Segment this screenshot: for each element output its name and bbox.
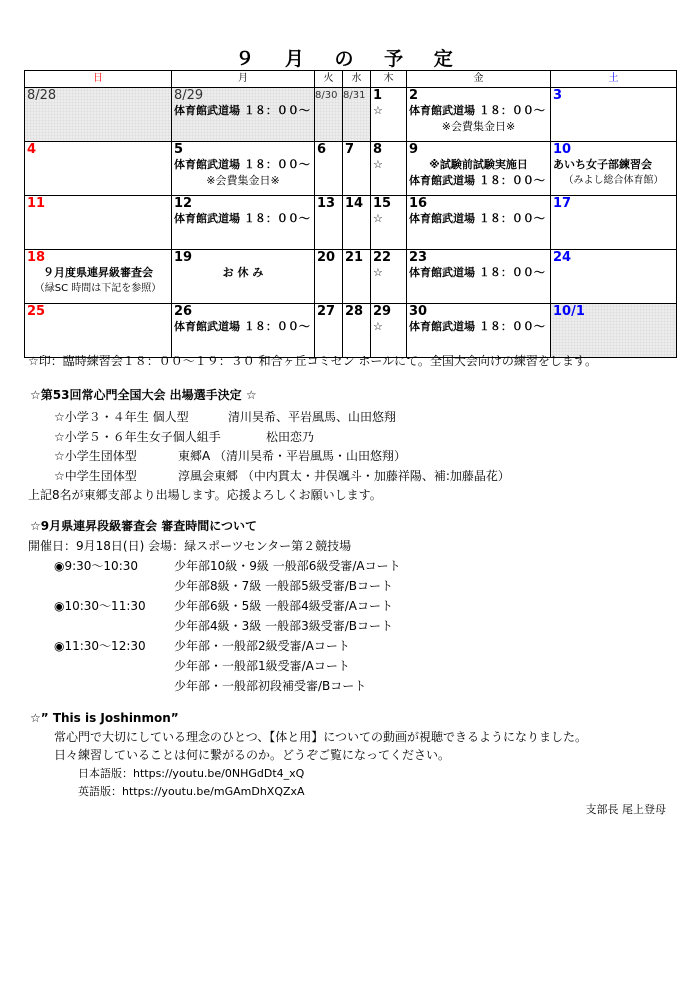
star-mark: ☆ [373,104,383,117]
day-number: 7 [345,142,355,157]
day-number: 30 [409,304,428,319]
event-text: ※会費集金日※ [441,120,516,133]
video-link-en[interactable]: 英語版：https://youtu.be/mGAmDhXQZxA [78,785,305,798]
day-number: 25 [27,304,46,319]
day-number: 5 [174,142,184,157]
day-number: 24 [553,250,572,265]
day-cell [315,196,343,250]
weekday-thu: 木 [371,71,407,88]
event-text: 体育館武道場 １８：００～ [174,212,310,225]
day-cell [315,88,343,142]
event-text: （みよし総合体育館） [563,175,664,186]
tournament-item-label: ☆中学生団体型 [54,469,137,483]
exam-slot-row: 少年部4級・3級 一般部3級受審/Bコート [174,619,393,633]
day-number: 3 [553,88,563,103]
day-number: 18 [27,250,46,265]
day-number: 19 [174,250,193,265]
day-cell [25,196,172,250]
event-text: （緑SC 時間は下記を参照） [34,283,162,294]
exam-slot-row: 少年部・一般部1級受審/Aコート [174,659,350,673]
event-text: 体育館武道場 １８：００～ [409,320,545,333]
day-number: 9 [409,142,419,157]
day-cell [407,196,551,250]
calendar-week [25,88,677,142]
day-number: 28 [345,304,364,319]
calendar-week [25,196,677,250]
video-body: 常心門で大切にしている理念のひとつ、【体と用】についての動画が視聴できるようになりました。 [54,730,588,744]
exam-slot-row: 少年部・一般部2級受審/Aコート [174,639,350,653]
event-text: ９月度県連昇級審査会 [43,266,153,279]
exam-slot-time: ◉10:30～11:30 [54,599,146,613]
day-number: 8 [373,142,383,157]
day-number: 14 [345,196,364,211]
day-number: 20 [317,250,336,265]
day-cell [371,250,407,304]
event-text: 体育館武道場 １８：００～ [409,212,545,225]
day-cell [371,88,407,142]
event-text: 体育館武道場 １８：００～ [409,174,545,187]
day-cell [25,304,172,358]
tournament-item-label: ☆小学３・４年生 個人型 [54,410,189,424]
calendar-note: ☆印：臨時練習会１８：００～１９：３０ 和合ヶ丘コミセン ホールにて。全国大会向けの練習をします。 [28,354,597,368]
day-cell [407,250,551,304]
weekday-sun: 日 [25,71,172,88]
day-cell [343,196,371,250]
calendar-week [25,142,677,196]
calendar-week [25,304,677,358]
day-cell [371,304,407,358]
weekday-header-row [25,71,677,88]
event-text: お 休 み [222,266,264,279]
day-cell [407,304,551,358]
tournament-heading: ☆第53回常心門全国大会 出場選手決定 ☆ [30,388,257,402]
tournament-closing: 上記8名が東郷支部より出場します。応援よろしくお願いします。 [28,488,382,502]
day-number: 8/31 [343,90,366,101]
tournament-item-names: 清川昊希、平岩風馬、山田悠翔 [228,410,397,424]
day-number: 6 [317,142,327,157]
day-number: 22 [373,250,392,265]
day-cell [315,304,343,358]
day-number: 13 [317,196,336,211]
exam-heading: ☆9月県連昇段級審査会 審査時間について [30,519,258,533]
event-text: 体育館武道場 １８：００～ [409,266,545,279]
day-number: 17 [553,196,572,211]
day-number: 21 [345,250,364,265]
page-title: ９ 月 の 予 定 [235,48,465,70]
exam-slot-time: ◉9:30～10:30 [54,559,139,573]
day-number: 8/29 [174,88,204,103]
day-number: 10 [553,142,572,157]
event-text: 体育館武道場 １８：００～ [409,104,545,117]
event-text: 体育館武道場 １８：００～ [174,320,310,333]
calendar-table [24,70,677,358]
day-number: 26 [174,304,193,319]
video-heading: ☆” This is Joshinmon” [30,711,179,725]
weekday-fri: 金 [407,71,551,88]
tournament-item-names: 松田恋乃 [266,430,315,444]
weekday-wed: 水 [343,71,371,88]
day-number: 23 [409,250,428,265]
day-cell [172,304,315,358]
day-cell [25,88,172,142]
video-link-jp[interactable]: 日本語版：https://youtu.be/0NHGdDt4_xQ [78,767,305,780]
exam-info: 開催日：9月18日(日) 会場：緑スポーツセンター第２競技場 [28,539,352,553]
day-cell [172,88,315,142]
event-text: ※会費集金日※ [206,174,280,187]
day-number: 29 [373,304,392,319]
day-number: 2 [409,88,419,103]
tournament-item-names: 淳風会東郷 （中内貫太・井俣颯斗・加藤祥陽、補:加藤晶花） [178,469,510,483]
day-number: 8/28 [27,88,57,103]
day-cell [315,250,343,304]
tournament-item-names: 東郷A （清川昊希・平岩風馬・山田悠翔） [178,449,407,463]
tournament-item-label: ☆小学生団体型 [54,449,137,463]
day-number: 8/30 [315,90,338,101]
day-number: 12 [174,196,193,211]
day-cell [343,250,371,304]
video-body: 日々練習していることは何に繋がるのか。どうぞご覧になってください。 [54,748,451,762]
day-cell [315,142,343,196]
day-number: 15 [373,196,392,211]
exam-slot-row: 少年部・一般部初段補受審/Bコート [174,679,367,693]
day-cell [25,250,172,304]
exam-slot-time: ◉11:30～12:30 [54,639,146,653]
star-mark: ☆ [373,266,383,279]
day-cell [551,142,677,196]
calendar-week [25,250,677,304]
day-cell [25,142,172,196]
exam-slot-row: 少年部8級・7級 一般部5級受審/Bコート [174,579,393,593]
day-number: 27 [317,304,336,319]
event-text: ※試験前試験実施日 [429,158,528,171]
event-text: 体育館武道場 １８：００～ [174,158,310,171]
day-number: 10/1 [553,304,585,319]
day-cell [551,88,677,142]
day-cell [551,250,677,304]
signature: 支部長 尾上登母 [585,803,666,816]
day-cell [551,304,677,358]
day-cell [343,304,371,358]
day-cell [551,196,677,250]
star-mark: ☆ [373,320,383,333]
day-number: 4 [27,142,37,157]
event-text: あいち女子部練習会 [553,158,652,171]
day-cell [371,142,407,196]
day-cell [371,196,407,250]
day-cell [172,142,315,196]
day-number: 11 [27,196,46,211]
day-cell [407,88,551,142]
day-cell [343,88,371,142]
day-cell [407,142,551,196]
weekday-tue: 火 [315,71,343,88]
day-cell [172,250,315,304]
event-text: 体育館武道場 １８：００～ [174,104,310,117]
day-cell [172,196,315,250]
star-mark: ☆ [373,212,383,225]
day-number: 16 [409,196,428,211]
star-mark: ☆ [373,158,383,171]
exam-slot-row: 少年部10級・9級 一般部6級受審/Aコート [174,559,401,573]
weekday-sat: 土 [551,71,677,88]
exam-slot-row: 少年部6級・5級 一般部4級受審/Aコート [174,599,393,613]
day-cell [343,142,371,196]
weekday-mon: 月 [172,71,315,88]
day-number: 1 [373,88,383,103]
tournament-item-label: ☆小学５・６年生女子個人組手 [54,430,221,444]
